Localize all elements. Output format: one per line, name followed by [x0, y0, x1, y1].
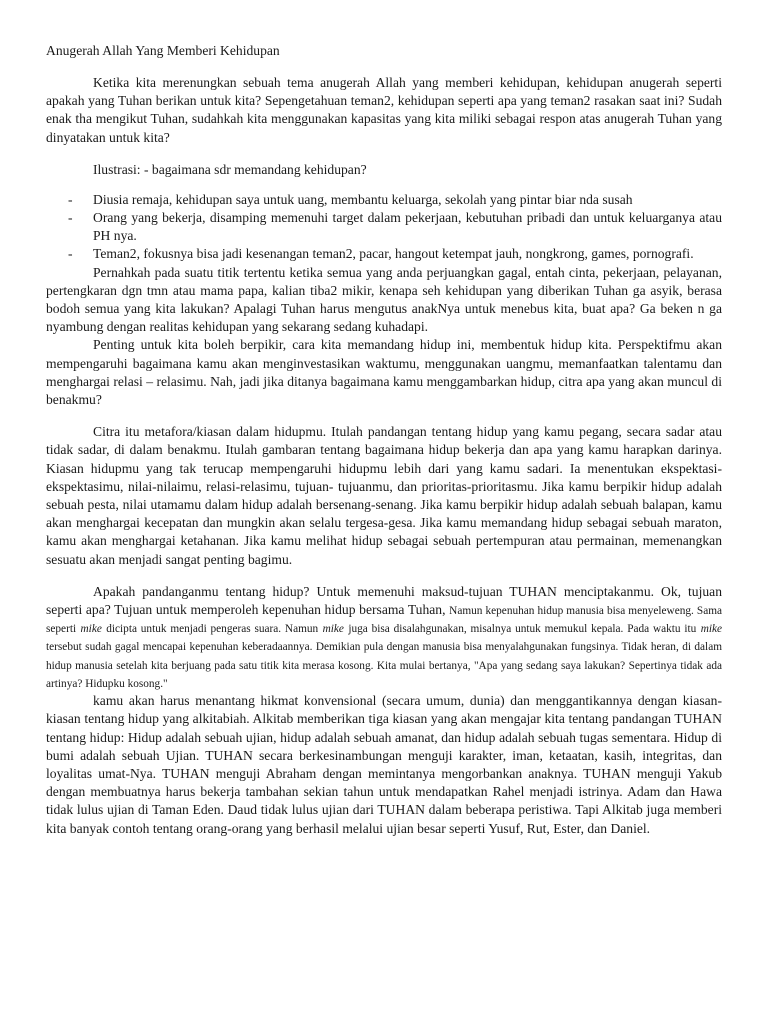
bullet-dash: - — [68, 246, 73, 262]
mike-word: mike — [700, 623, 723, 636]
small-text-b: dicipta untuk menjadi pengeras suara. Namun — [106, 623, 319, 636]
paragraph-citra: Citra itu metafora/kiasan dalam hidupmu. Itulah pandangan tentang hidup yang kamu pegang, secara sadar atau tidak sadar, di dalam benakmu. Itulah gambaran tentang bagaimana hidup bekerja dan apa yang kamu harapkan darinya. Kiasan hidupmu yang tak terucap mempengaruhi hidupmu lebih dari yang kamu sadari. Ia menentukan ekspektasi-ekspektasimu, nilai-nilaimu, relasi-relasimu, tujuan- tujuanmu, dan prioritas-prioritasmu. Jika kamu berpikir hidup adalah sebuah pesta, nilai utamamu dalam hidup adalah bersenang-senang. Jika kamu berpikir hidup adalah sebuah balapan, kamu akan menghargai kecepatan dan mungkin akan selalu tergesa-gesa. Jika kamu memandang hidup sebagai sebuah maraton, kamu akan menghargai ketahanan. Jika kamu melihat hidup sebagai sebuah pertempuran atau permainan, memenangkan sesuatu akan menjadi sangat penting bagimu. — [46, 424, 722, 567]
bullet-dash: - — [68, 210, 73, 226]
small-text-c: juga bisa disalahgunakan, misalnya untuk memukul kepala. Pada waktu itu — [348, 623, 697, 636]
paragraph-hikmat: kamu akan harus menantang hikmat konvensional (secara umum, dunia) dan menggantikannya dengan kiasan-kiasan tentang hidup yang alkitabiah. Alkitab memberikan tiga kiasan yang akan mengajar kita tentang pandangan TUHAN tentang hidup: Hidup adalah sebuah ujian, hidup adalah sebuah amanat, dan hidup adalah sebuah tugas sementara. Hidup di bumi adalah sebuah Ujian. TUHAN secara berkesinambungan menguji karakter, iman, ketaatan, kasih, integritas, dan loyalitas umat-Nya. TUHAN menguji Abraham dengan memintanya mengorbankan anaknya. TUHAN menguji Yakub dengan membuatnya harus bekerja tambahan sekian tahun untuk mendapatkan Rahel menjadi istrinya. Adam dan Hawa tidak lulus ujian di Taman Eden. Daud tidak lulus ujian dari TUHAN dalam beberapa peristiwa. Tapi Alkitab juga memberi kita banyak contoh tentang orang-orang yang berhasil melalui ujian besar seperti Yusuf, Rut, Ester, dan Daniel. — [46, 693, 722, 836]
list-item — [46, 191, 722, 209]
list-item — [46, 245, 722, 263]
mike-word: mike — [80, 623, 102, 636]
bullet-dash: - — [68, 191, 73, 207]
list-item-text: Diusia remaja, kehidupan saya untuk uang, membantu keluarga, sekolah yang pintar biar nda susah — [93, 191, 633, 207]
document-title: Anugerah Allah Yang Memberi Kehidupan — [46, 43, 280, 58]
small-text-d: tersebut sudah gagal mencapai kepenuhan keberadaannya. Demikian pula dengan manusia bisa menyalahgunakan fungsinya. Tidak heran, di dalam hidup manusia setelah kita berjuang pada satu titik kita merasa kosong. Kita mulai bertanya, "Apa yang sedang saya lakukan? Sepertinya tidak ada artinya? Hidupku kosong." — [46, 641, 722, 690]
list-item-text: Teman2, fokusnya bisa jadi kesenangan teman2, pacar, hangout ketempat jauh, nongkrong, games, pornografi. — [93, 246, 694, 262]
mike-word: mike — [322, 623, 344, 636]
bullet-list — [46, 191, 722, 264]
small-text-a: Namun kepenuhan hidup manusia bisa menyeleweng. Sama seperti — [46, 605, 723, 636]
paragraph-pandangan-main: Apakah pandanganmu tentang hidup? Untuk memenuhi maksud-tujuan TUHAN menciptakanmu. Ok, tujuan seperti apa? Tujuan untuk memperoleh kepenuhan hidup bersama Tuhan, — [46, 583, 722, 618]
paragraph-penting: Penting untuk kita boleh berpikir, cara kita memandang hidup ini, membentuk hidup kita. Perspektifmu akan mempengaruhi bagaimana kamu akan menginvestasikan waktumu, menggunakan uangmu, memanfaatkan talentamu dan menghargai relasi – relasimu. Nah, jadi jika ditanya bagaimana kamu menggambarkan hidup, citra apa yang akan muncul di benakmu? — [46, 337, 722, 408]
list-item-text: Orang yang bekerja, disamping memenuhi target dalam pekerjaan, kebutuhan pribadi dan untuk keluarganya atau PH nya. — [93, 210, 722, 244]
illustration-heading: Ilustrasi: - bagaimana sdr memandang kehidupan? — [93, 161, 367, 177]
paragraph-pernahkah: Pernahkah pada suatu titik tertentu ketika semua yang anda perjuangkan gagal, entah cinta, pekerjaan, pelayanan, pertengkaran dgn tmn atau mama papa, kalian tiba2 mikir, kenapa seh kehidupan yang diberikan Tuhan ga asyik, berasa bodoh semua yang kita lakukan? Apalagi Tuhan harus mengutus anakNya untuk menebus kita, buat apa? Ga beken n ga nyambung dengan realitas kehidupan yang sekarang sedang kuhadapi. — [46, 264, 722, 335]
paragraph-intro: Ketika kita merenungkan sebuah tema anugerah Allah yang memberi kehidupan, kehidupan anugerah seperti apakah yang Tuhan berikan untuk kita? Sepengetahuan teman2, kehidupan seperti apa yang teman2 rasakan saat ini? Sudah enak tha mengikut Tuhan, sudahkah kita menggunakan kapasitas yang kita miliki sebagai respon atas anugerah Tuhan yang dinyatakan untuk kita? — [46, 75, 722, 145]
list-item — [46, 209, 722, 245]
paragraph-pandangan — [46, 583, 722, 692]
